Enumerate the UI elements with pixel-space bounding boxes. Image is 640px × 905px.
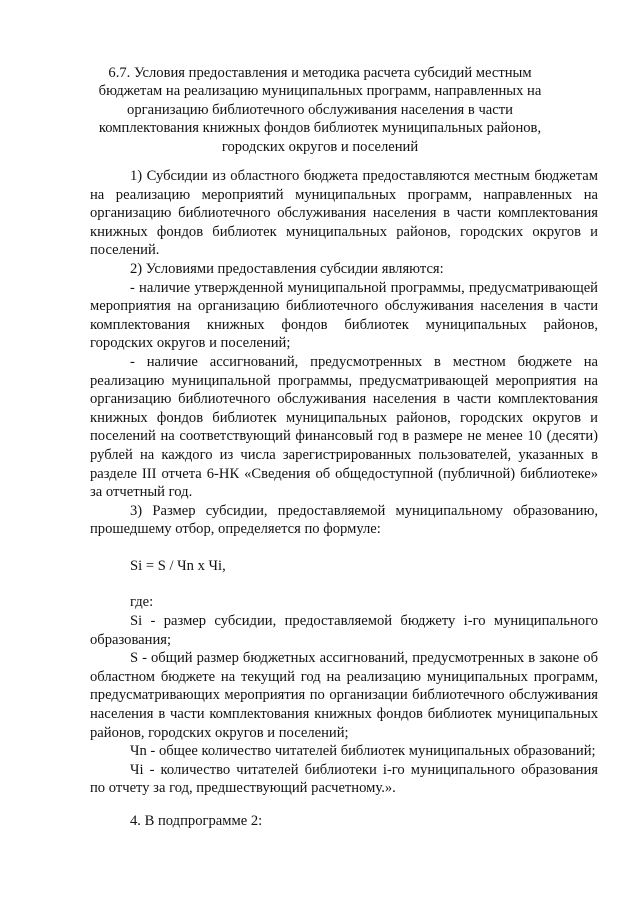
paragraph-1: 1) Субсидии из областного бюджета предоставляются местным бюджетам на реализацию мероприятий муниципальных программ, направленных на организацию библиотечного обслуживания населения в части комплектования книжных фондов библиотек муниципальных районов, городских округов и поселений. [90,168,598,259]
paragraph-2: 2) Условиями предоставления субсидии являются: [130,260,444,277]
formula: Si = S / Чn x Чi, [130,557,226,574]
paragraph-4: 4. В подпрограмме 2: [130,813,263,829]
document-body [90,167,598,831]
definition-s: S - общий размер бюджетных ассигнований, предусмотренных в законе об областном бюджете на текущий год на реализацию муниципальных программ, предусматривающих мероприятия по организации библиотечного обслуживания населения в части комплектования книжных фондов библиотек муниципальных районов, городских округов и поселений; [90,650,598,741]
section-title: 6.7. Условия предоставления и методика расчета субсидий местным бюджетам на реализацию муниципальных программ, направленных на организацию библиотечного обслуживания населения в части комплектования книжных фондов библиотек муниципальных районов, городских округов и поселений [98,65,542,155]
definition-si: Si - размер субсидии, предоставляемой бюджету i-го муниципального образования; [90,613,598,648]
where-label: где: [130,594,154,611]
definition-chi: Чi - количество читателей библиотеки i-го муниципального образования по отчету за год, предшествующий расчетному.». [90,761,598,797]
definition-chn: Чn - общее количество читателей библиотек муниципальных образований; [130,743,596,760]
condition-item-1: - наличие утвержденной муниципальной программы, предусматривающей мероприятия на организацию библиотечного обслуживания населения в части комплектования книжных фондов библиотек муниципальных районов, городских округов и поселений; [90,279,598,352]
paragraph-3: 3) Размер субсидии, предоставляемой муниципальному образованию, прошедшему отбор, определяется по формуле: [90,502,598,538]
condition-item-2: - наличие ассигнований, предусмотренных в местном бюджете на реализацию муниципальной программы, предусматривающей мероприятия на организацию библиотечного обслуживания населения в части комплектования книжных фондов библиотек муниципальных районов, городских округов и поселений на соответствующий финансовый год в размере не менее 10 (десяти) рублей на каждого из числа зарегистрированных пользователей, указанных в разделе III отчета 6-НК «Сведения об общедоступной (публичной) библиотеке» за отчетный год. [90,353,598,501]
